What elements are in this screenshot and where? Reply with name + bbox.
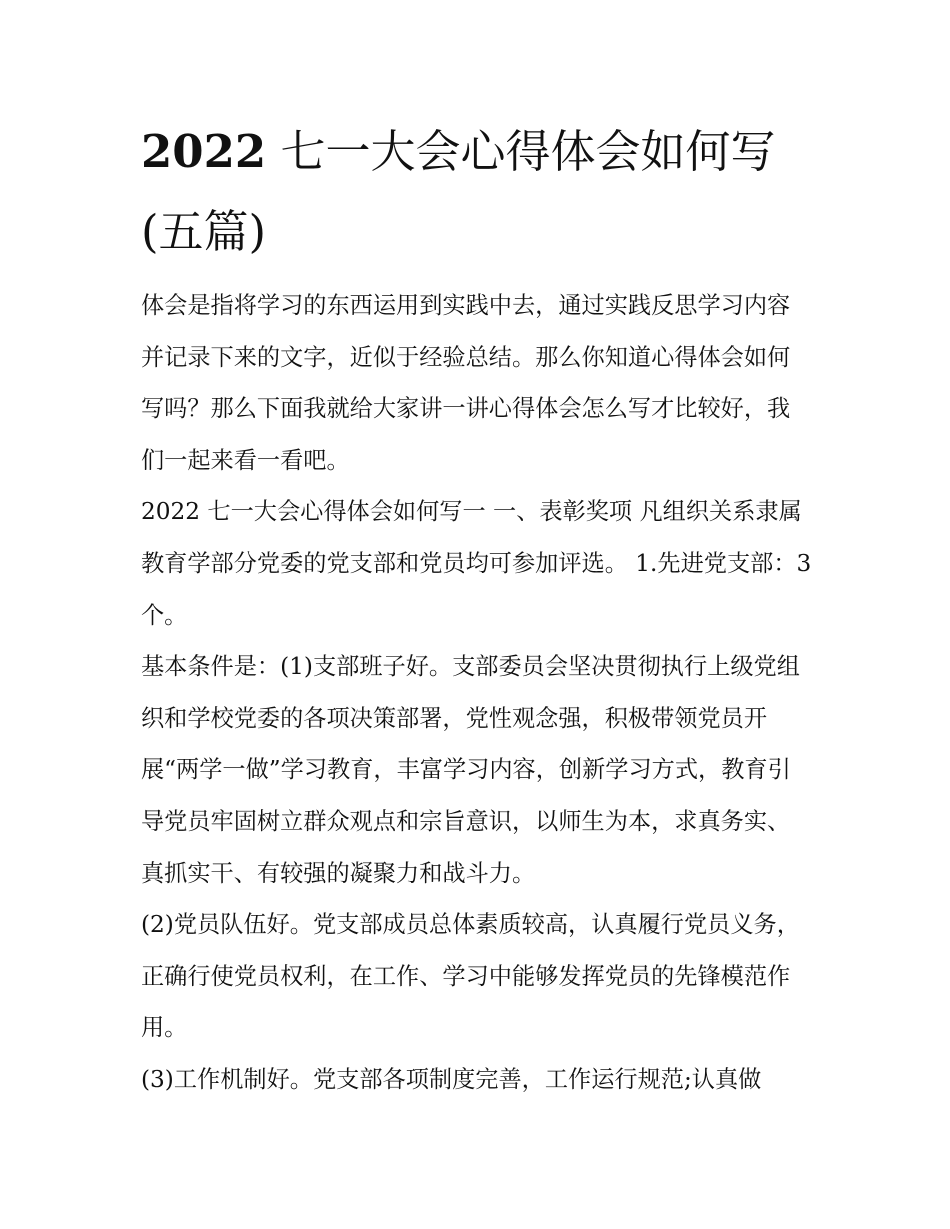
document-page bbox=[141, 112, 813, 1106]
title-year: 2022 bbox=[141, 125, 267, 178]
paragraph-work-mechanism: (3)工作机制好。党支部各项制度完善，工作运行规范;认真做 bbox=[141, 1065, 762, 1093]
paragraph-intro: 体会是指将学习的东西运用到实践中去，通过实践反思学习内容并记录下来的文字，近似于经验总结。那么你知道心得体会如何写吗？那么下面我就给大家讲一讲心得体会怎么写才比较好，我们一起来看一看吧。 bbox=[141, 292, 791, 474]
document-title bbox=[141, 112, 813, 272]
paragraph-basic-conditions: 基本条件是：(1)支部班子好。支部委员会坚决贯彻执行上级党组织和学校党委的各项决策部署，党性观念强，积极带领党员开展“两学一做”学习教育，丰富学习内容，创新学习方式，教育引导党员牢固树立群众观点和宗旨意识，以师生为本，求真务实、真抓实干、有较强的凝聚力和战斗力。 bbox=[141, 653, 800, 887]
paragraph-member-team: (2)党员队伍好。党支部成员总体素质较高，认真履行党员义务，正确行使党员权利，在工作、学习中能够发挥党员的先锋模范作用。 bbox=[141, 911, 800, 1042]
title-text: 七一大会心得体会如何写(五篇) bbox=[141, 125, 776, 258]
paragraph-awards: 2022 七一大会心得体会如何写一 一、表彰奖项 凡组织关系隶属教育学部分党委的党支部和党员均可参加评选。 1.先进党支部：3 个。 bbox=[141, 498, 812, 629]
